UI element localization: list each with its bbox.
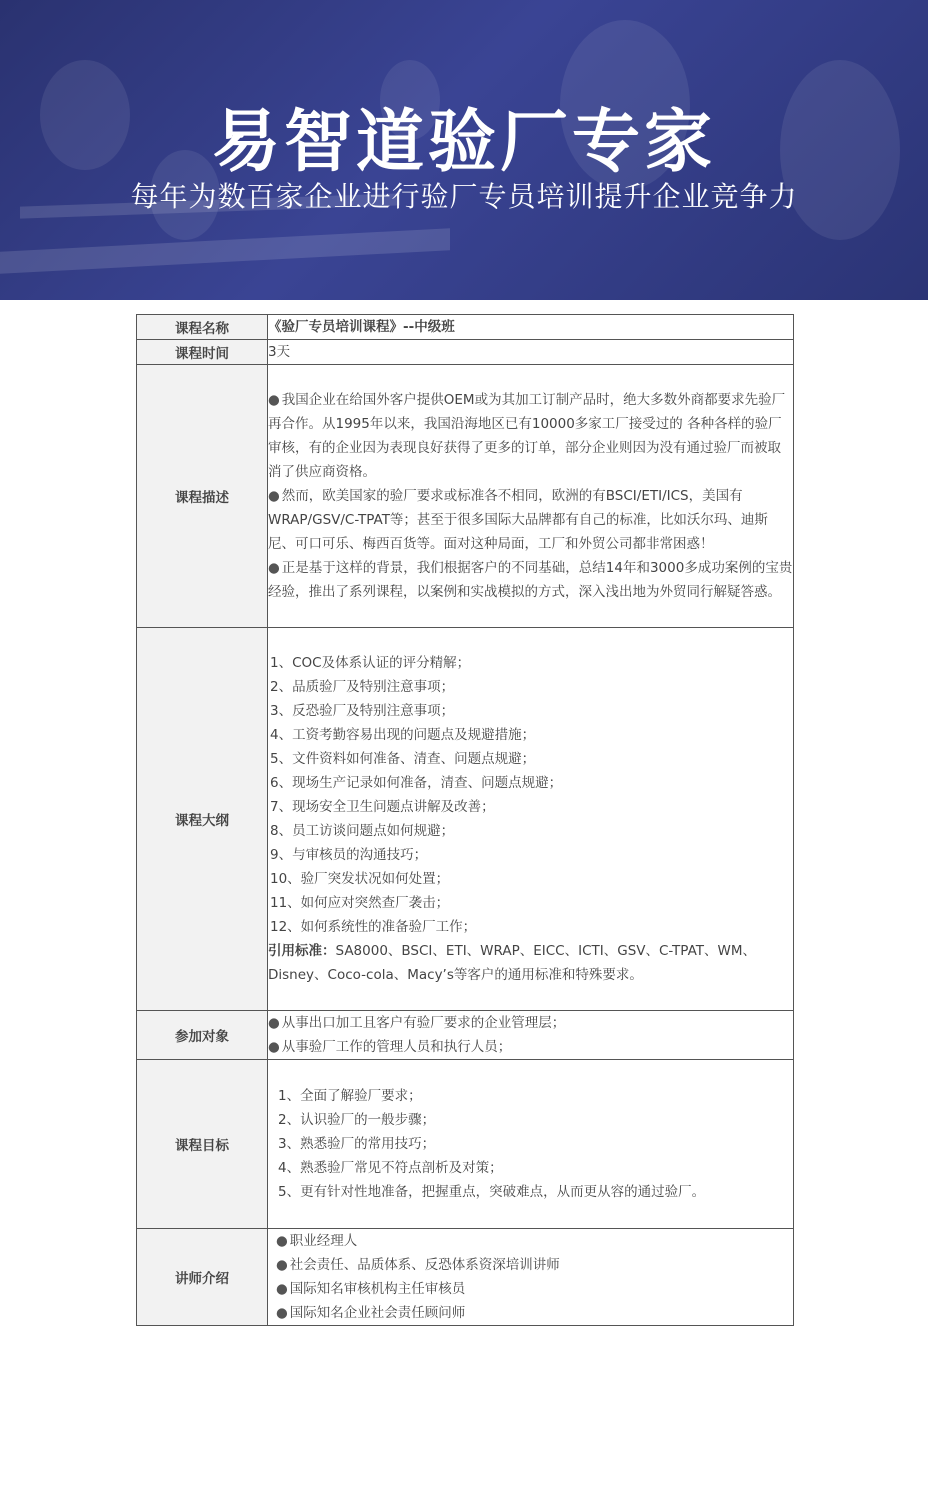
lecturer-item: ● 国际知名企业社会责任顾问师 (276, 1305, 466, 1321)
bullet-icon: ● (268, 1039, 280, 1055)
lecturer-item: ● 社会责任、品质体系、反恐体系资深培训讲师 (276, 1257, 560, 1273)
audience-item: ● 从事验厂工作的管理人员和执行人员； (268, 1039, 512, 1055)
outline-item: 6、现场生产记录如何准备，清查、问题点规避； (270, 775, 563, 791)
course-description-row (137, 365, 794, 628)
bullet-icon: ● (276, 1257, 288, 1273)
outline-item: 10、验厂突发状况如何处置； (270, 871, 450, 887)
outline-item: 1、COC及体系认证的评分精解； (270, 655, 471, 671)
outline-item: 8、员工访谈问题点如何规避； (270, 823, 455, 839)
standards-label: 引用标准： (268, 943, 336, 959)
bullet-icon: ● (268, 392, 280, 408)
course-name-label: 课程名称 (137, 315, 268, 340)
hero-title: 易智道验厂专家 (211, 103, 716, 182)
bullet-icon: ● (268, 560, 280, 576)
goal-item: 2、认识验厂的一般步骤； (278, 1112, 436, 1128)
course-goals-label: 课程目标 (137, 1060, 268, 1229)
course-time-value: 3天 (268, 340, 794, 365)
audience-item: ● 从事出口加工且客户有验厂要求的企业管理层； (268, 1015, 566, 1031)
lecturer-item: ● 国际知名审核机构主任审核员 (276, 1281, 466, 1297)
goal-item: 3、熟悉验厂的常用技巧； (278, 1136, 436, 1152)
course-info-table (136, 314, 794, 1326)
course-audience-row (137, 1011, 794, 1060)
description-paragraph: ● 然而，欧美国家的验厂要求或标准各不相同，欧洲的有BSCI/ETI/ICS，美国有WRAP/GSV/C-TPAT等；甚至于很多国际大品牌都有自己的标准，比如沃尔玛、迪斯尼、可口可乐、梅西百货等。面对这种局面，工厂和外贸公司都非常困惑！ (268, 488, 768, 552)
description-paragraph: ● 我国企业在给国外客户提供OEM或为其加工订制产品时，绝大多数外商都要求先验厂再合作。从1995年以来，我国沿海地区已有10000多家工厂接受过的 各种各样的验厂审核，有的企业因为表现良好获得了更多的订单，部分企业则因为没有通过验厂而被取消了供应商资格。 (268, 392, 786, 480)
course-name-row (137, 315, 794, 340)
outline-item: 4、工资考勤容易出现的问题点及规避措施； (270, 727, 536, 743)
desk-decoration (0, 228, 450, 274)
outline-item: 3、反恐验厂及特别注意事项； (270, 703, 455, 719)
goal-item: 5、更有针对性地准备，把握重点，突破难点，从而更从容的通过验厂。 (278, 1184, 706, 1200)
course-lecturer-cell (268, 1229, 794, 1326)
course-audience-cell (268, 1011, 794, 1060)
standards-text: SA8000、BSCI、ETI、WRAP、EICC、ICTI、GSV、C-TPAT、WM、Disney、Coco-cola、Macy’s等客户的通用标准和特殊要求。 (268, 943, 757, 983)
course-goals-row (137, 1060, 794, 1229)
outline-item: 5、文件资料如何准备、清查、问题点规避； (270, 751, 536, 767)
bullet-icon: ● (276, 1233, 288, 1249)
course-description-label: 课程描述 (137, 365, 268, 628)
bullet-icon: ● (276, 1305, 288, 1321)
bullet-icon: ● (268, 488, 280, 504)
outline-item: 9、与审核员的沟通技巧； (270, 847, 428, 863)
course-description-cell (268, 365, 794, 628)
description-paragraph: ● 正是基于这样的背景，我们根据客户的不同基础，总结14年和3000多成功案例的宝贵经验，推出了系列课程，以案例和实战模拟的方式，深入浅出地为外贸同行解疑答惑。 (268, 560, 793, 600)
course-name-value: 《验厂专员培训课程》--中级班 (268, 315, 794, 340)
outline-item: 11、如何应对突然查厂袭击； (270, 895, 450, 911)
course-audience-label: 参加对象 (137, 1011, 268, 1060)
goal-item: 1、全面了解验厂要求； (278, 1088, 422, 1104)
hero-subtitle: 每年为数百家企业进行验厂专员培训提升企业竞争力 (130, 180, 798, 213)
standards-line (268, 939, 793, 987)
course-outline-row (137, 628, 794, 1011)
bullet-icon: ● (268, 1015, 280, 1031)
hero-banner (0, 0, 928, 300)
course-lecturer-label: 讲师介绍 (137, 1229, 268, 1326)
course-outline-cell (268, 628, 794, 1011)
goal-item: 4、熟悉验厂常见不符点剖析及对策； (278, 1160, 503, 1176)
course-time-label: 课程时间 (137, 340, 268, 365)
outline-item: 12、如何系统性的准备验厂工作； (270, 919, 477, 935)
lecturer-item: ● 职业经理人 (276, 1233, 358, 1249)
bullet-icon: ● (276, 1281, 288, 1297)
outline-item: 2、品质验厂及特别注意事项； (270, 679, 455, 695)
course-outline-label: 课程大纲 (137, 628, 268, 1011)
course-time-row (137, 340, 794, 365)
course-goals-cell (268, 1060, 794, 1229)
outline-item: 7、现场安全卫生问题点讲解及改善； (270, 799, 495, 815)
course-lecturer-row (137, 1229, 794, 1326)
